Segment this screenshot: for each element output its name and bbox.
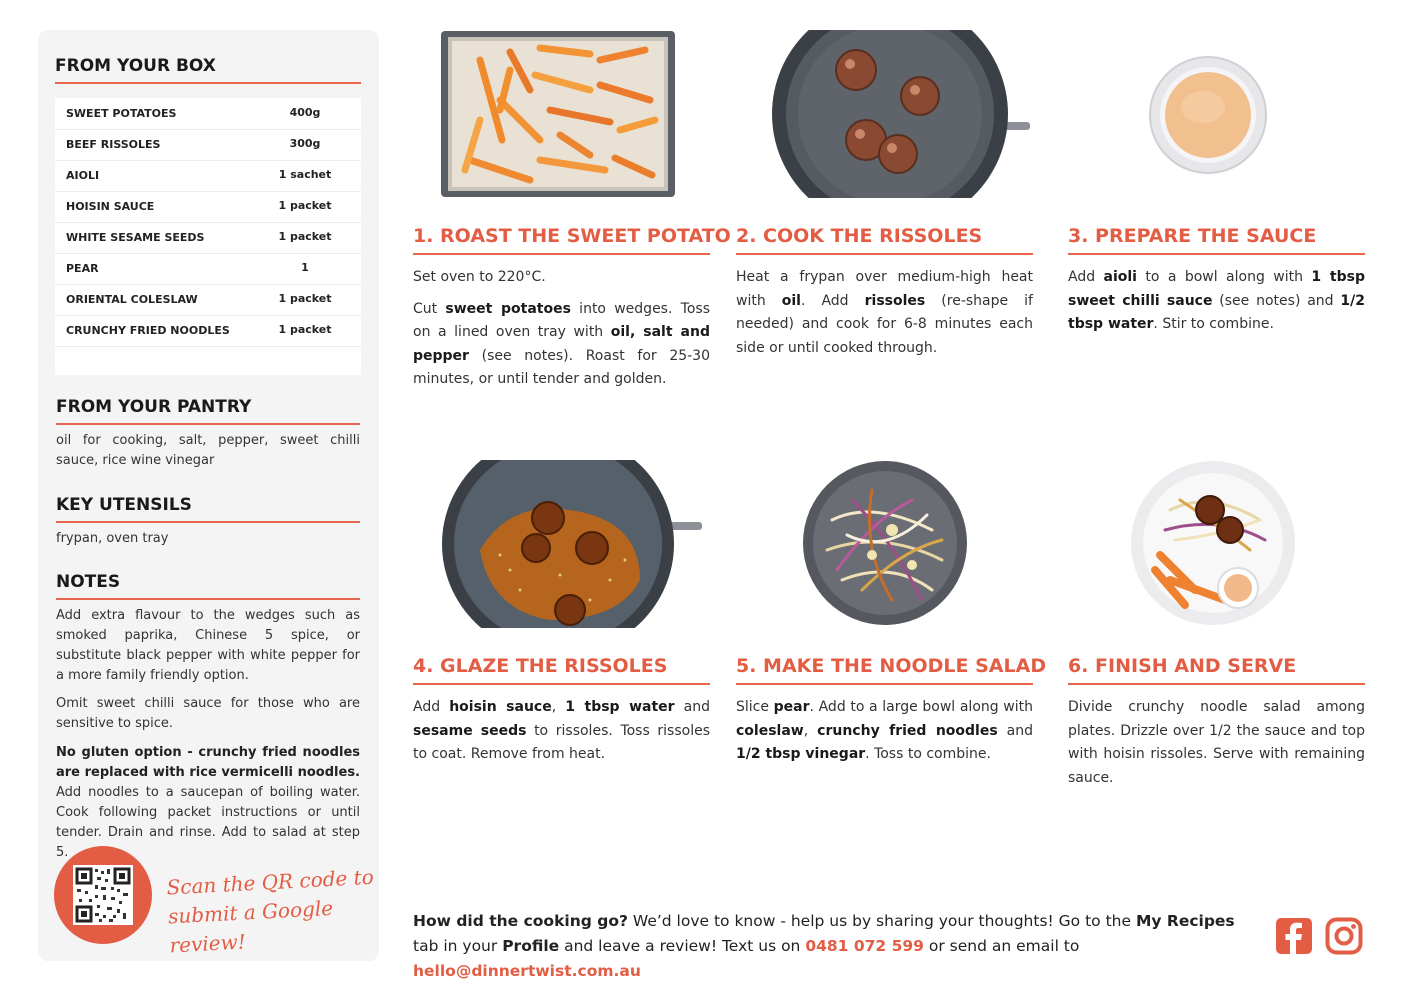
step-text: Slice [736,699,774,715]
step-5-title: 5. MAKE THE NOODLE SALAD [736,655,1033,685]
step-paragraph [736,696,1033,767]
notes-title: NOTES [56,572,360,600]
step-6-body [1068,696,1365,798]
ingredient-quantity: 300g [289,137,321,150]
step-2-title: 2. COOK THE RISSOLES [736,225,1033,255]
ingredient-highlight: hoisin sauce [449,699,552,715]
ingredient-row [55,222,361,254]
step-2-body [736,266,1033,368]
ingredient-row [55,315,361,347]
step-3-body [1068,266,1365,345]
step-text: Divide crunchy noodle salad among plates. Drizzle over 1/2 the sauce and top with hoisin rissoles. Serve with remaining sauce. [1068,699,1365,786]
ingredient-row [55,160,361,192]
rissoles-frypan-photo [770,30,1032,198]
step-text: (see notes) and [1212,292,1341,309]
step-text: (re-shape if needed) and cook for 6-8 minutes each side or until cooked through. [736,292,1033,356]
step-paragraph [413,696,710,767]
ingredient-quantity: 1 packet [278,292,332,305]
step-1-title: 1. ROAST THE SWEET POTATO [413,225,710,255]
qr-code-icon[interactable] [73,865,133,925]
from-box-title: FROM YOUR BOX [55,56,361,84]
step-text: (see notes). Roast for 25-30 minutes, or until tender and golden. [413,347,710,387]
finished-dish-photo [1130,460,1296,626]
notes-paragraph-3 [56,743,360,863]
glazed-rissoles-photo [440,460,702,628]
ingredient-highlight: 1 tbsp sweet chilli sauce [1068,269,1365,309]
step-6-title: 6. FINISH AND SERVE [1068,655,1365,685]
ingredient-name: ORIENTAL COLESLAW [66,293,198,306]
step-text: Add [1068,269,1104,285]
ingredient-name: PEAR [66,262,99,275]
pantry-title: FROM YOUR PANTRY [56,397,360,425]
ingredient-name: AIOLI [66,169,100,182]
instagram-icon[interactable] [1325,917,1363,955]
step-text: to rissoles. Toss rissoles to coat. Remove from heat. [413,722,710,762]
ingredient-quantity: 1 [301,261,309,274]
ingredient-name: CRUNCHY FRIED NOODLES [66,324,230,337]
step-text: . Toss to combine. [865,746,991,762]
profile-link[interactable]: Profile [502,937,560,955]
pantry-text: oil for cooking, salt, pepper, sweet chilli sauce, rice wine vinegar [56,433,360,468]
ingredient-highlight: aioli [1103,269,1137,285]
review-footer [413,909,1263,984]
footer-question: How did the cooking go? [413,912,628,930]
notes-paragraph-1: Add extra flavour to the wedges such as smoked paprika, Chinese 5 spice, or substitute black pepper with white pepper for a more family friendly option. [56,608,360,683]
step-text: and [997,722,1033,739]
ingredient-quantity: 1 sachet [278,168,332,181]
step-3-title: 3. PREPARE THE SAUCE [1068,225,1365,255]
aioli-bowl-photo [1148,55,1268,175]
ingredient-highlight: sesame seeds [413,722,527,739]
ingredient-name: BEEF RISSOLES [66,138,161,151]
footer-text-1: We’d love to know - help us by sharing your thoughts! Go to the [627,912,1136,930]
ingredient-row [55,284,361,316]
ingredient-quantity: 1 packet [278,199,332,212]
ingredients-table [55,98,361,375]
footer-text-4: or send an email to [923,937,1080,955]
step-text: and [674,699,710,715]
qr-prompt-line-1: Scan the QR code to [165,864,375,900]
ingredient-highlight: 1/2 tbsp water [1068,292,1366,332]
step-text: Heat a frypan over medium-high heat with [736,269,1033,309]
notes-paragraph-2: Omit sweet chilli sauce for those who are sensitive to spice. [56,696,360,731]
phone-link[interactable]: 0481 072 599 [805,937,924,955]
ingredient-highlight: 1/2 tbsp vinegar [736,746,866,762]
ingredient-quantity: 400g [289,106,321,119]
step-1-body [413,266,710,400]
ingredient-highlight: rissoles [864,292,926,309]
facebook-icon[interactable] [1275,917,1313,955]
ingredient-highlight: crunchy fried noodles [817,722,998,739]
step-paragraph [1068,266,1365,337]
step-text: to a bowl along with [1136,269,1312,285]
step-text: Cut [413,300,446,317]
no-gluten-option: No gluten option - crunchy fried noodles are replaced with rice vermicelli noodles. [56,745,360,780]
step-4-title: 4. GLAZE THE RISSOLES [413,655,710,685]
ingredient-highlight: sweet potatoes [445,300,571,317]
ingredient-name: WHITE SESAME SEEDS [66,231,205,244]
step-text: . Add to a large bowl along with [809,699,1033,715]
ingredient-row [55,253,361,285]
ingredients-sidebar [38,30,379,961]
ingredient-quantity: 1 packet [278,230,332,243]
qr-badge [54,846,152,944]
step-text: . Stir to combine. [1153,316,1274,332]
step-text: Set oven to 220°C. [413,269,546,285]
step-paragraph [413,298,710,392]
step-text: , [551,699,566,715]
utensils-text: frypan, oven tray [56,531,169,546]
ingredient-quantity: 1 packet [278,323,332,336]
no-gluten-instructions: Add noodles to a saucepan of boiling water. Cook following packet instructions or until tender. Drain and rinse. Add to salad at step 5. [56,785,360,860]
step-paragraph [736,266,1033,360]
step-4-body [413,696,710,775]
ingredient-row [55,191,361,223]
ingredient-row [55,129,361,161]
step-paragraph [1068,696,1365,790]
ingredient-highlight: pear [773,699,810,715]
qr-prompt [166,863,381,961]
ingredient-highlight: oil, salt and pepper [413,324,710,364]
ingredient-row [55,98,361,130]
step-text: . Add [800,292,865,309]
footer-text-3: and leave a review! Text us on [559,937,806,955]
my-recipes-link[interactable]: My Recipes [1135,912,1235,930]
ingredient-highlight: 1 tbsp water [565,699,675,715]
step-text: , [803,722,818,739]
step-text: into wedges. Toss on a lined oven tray with [413,300,710,340]
sweet-potato-tray-photo [440,30,676,198]
qr-prompt-line-2: submit a Google review! [167,895,334,958]
ingredient-name: SWEET POTATOES [66,107,177,120]
footer-text-2: tab in your [413,937,503,955]
email-link[interactable]: hello@dinnertwist.com.au [413,962,641,980]
step-5-body [736,696,1033,775]
step-paragraph [413,266,710,290]
noodle-salad-photo [802,460,968,626]
ingredient-highlight: coleslaw [736,722,804,739]
ingredient-highlight: oil [781,292,801,309]
ingredient-name: HOISIN SAUCE [66,200,155,213]
utensils-title: KEY UTENSILS [56,495,360,523]
step-text: Add [413,699,450,715]
